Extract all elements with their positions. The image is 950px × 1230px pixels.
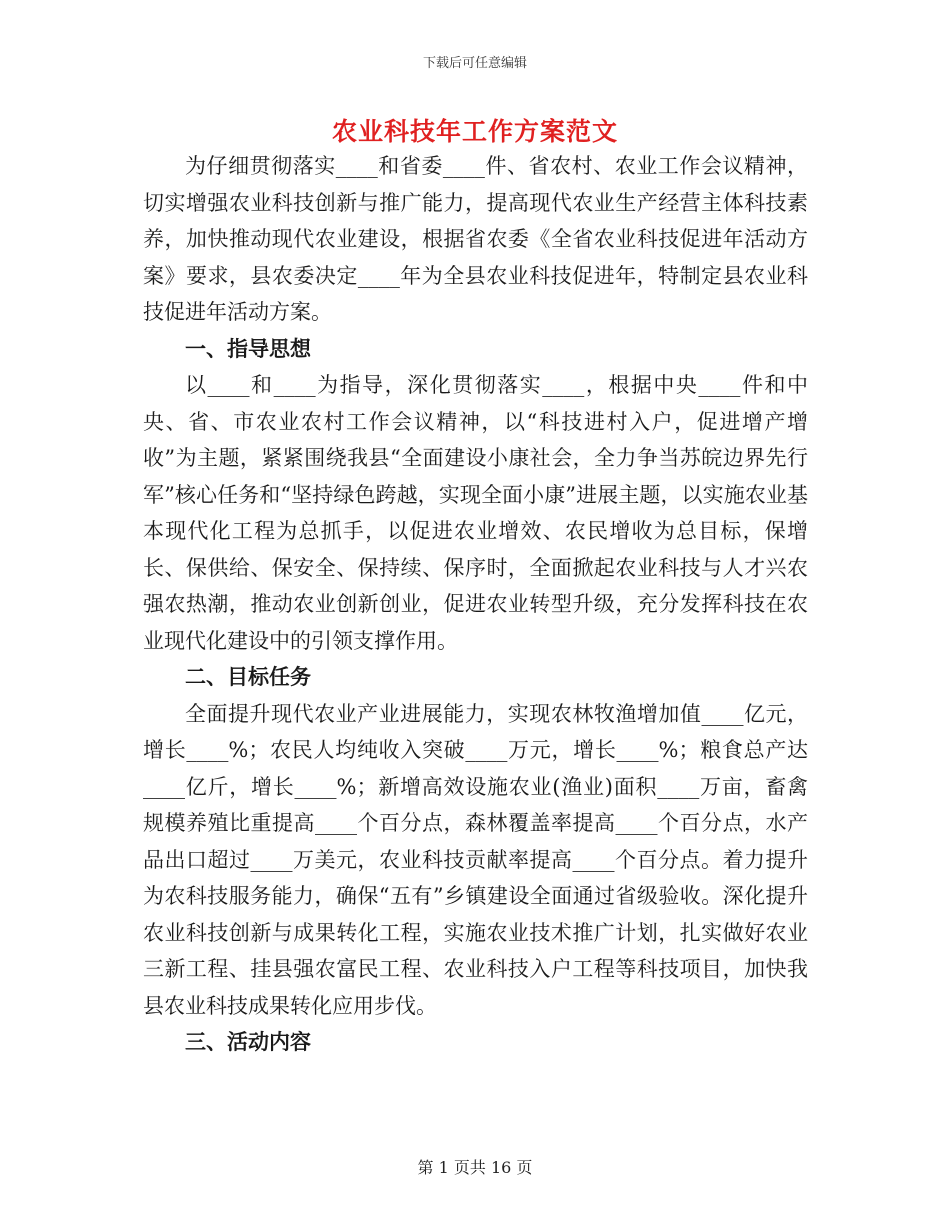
page-number-footer: 第 1 页共 16 页 — [417, 1158, 533, 1177]
document-title: 农业科技年工作方案范文 — [331, 117, 618, 146]
paragraph-guiding-ideology: 以____和____为指导，深化贯彻落实____，根据中央____件和中央、省、市农业农村工作会议精神，以“科技进村入户，促进增产增收”为主题，紧紧围绕我县“全面建设小康社会，全力争当苏皖边界先行军”核心任务和“坚持绿色跨越，实现全面小康”进展主题，以实施农业基本现代化工程为总抓手，以促进农业增效、农民增收为总目标，保增长、保供给、保安全、保持续、保序时，全面掀起农业科技与人才兴农强农热潮，推动农业创新创业，促进农业转型升级，充分发挥科技在农业现代化建设中的引领支撑作用。 — [143, 373, 808, 653]
header-note: 下载后可任意编辑 — [422, 56, 527, 71]
paragraph-targets: 全面提升现代农业产业进展能力，实现农林牧渔增加值____亿元，增长____%；农民人均纯收入突破____万元，增长____%；粮食总产达____亿斤，增长____%；新增高效设施农业(渔业)面积____万亩，畜禽规模养殖比重提高____个百分点，森林覆盖率提高____个百分点，水产品出口超过____万美元，农业科技贡献率提高____个百分点。着力提升为农科技服务能力，确保“五有”乡镇建设全面通过省级验收。深化提升农业科技创新与成果转化工程，实施农业技术推广计划，扎实做好农业三新工程、挂县强农富民工程、农业科技入户工程等科技项目，加快我县农业科技成果转化应用步伐。 — [143, 701, 808, 1018]
document-body — [143, 148, 808, 1061]
section-heading-guiding-ideology: 一、指导思想 — [185, 335, 311, 361]
paragraph-intro: 为仔细贯彻落实____和省委____件、省农村、农业工作会议精神，切实增强农业科技创新与推广能力，提高现代农业生产经营主体科技素养，加快推动现代农业建设，根据省农委《全省农业科技促进年活动方案》要求，县农委决定____年为全县农业科技促进年，特制定县农业科技促进年活动方案。 — [143, 154, 808, 324]
section-heading-activities: 三、活动内容 — [185, 1029, 311, 1054]
section-heading-targets: 二、目标任务 — [185, 664, 311, 689]
